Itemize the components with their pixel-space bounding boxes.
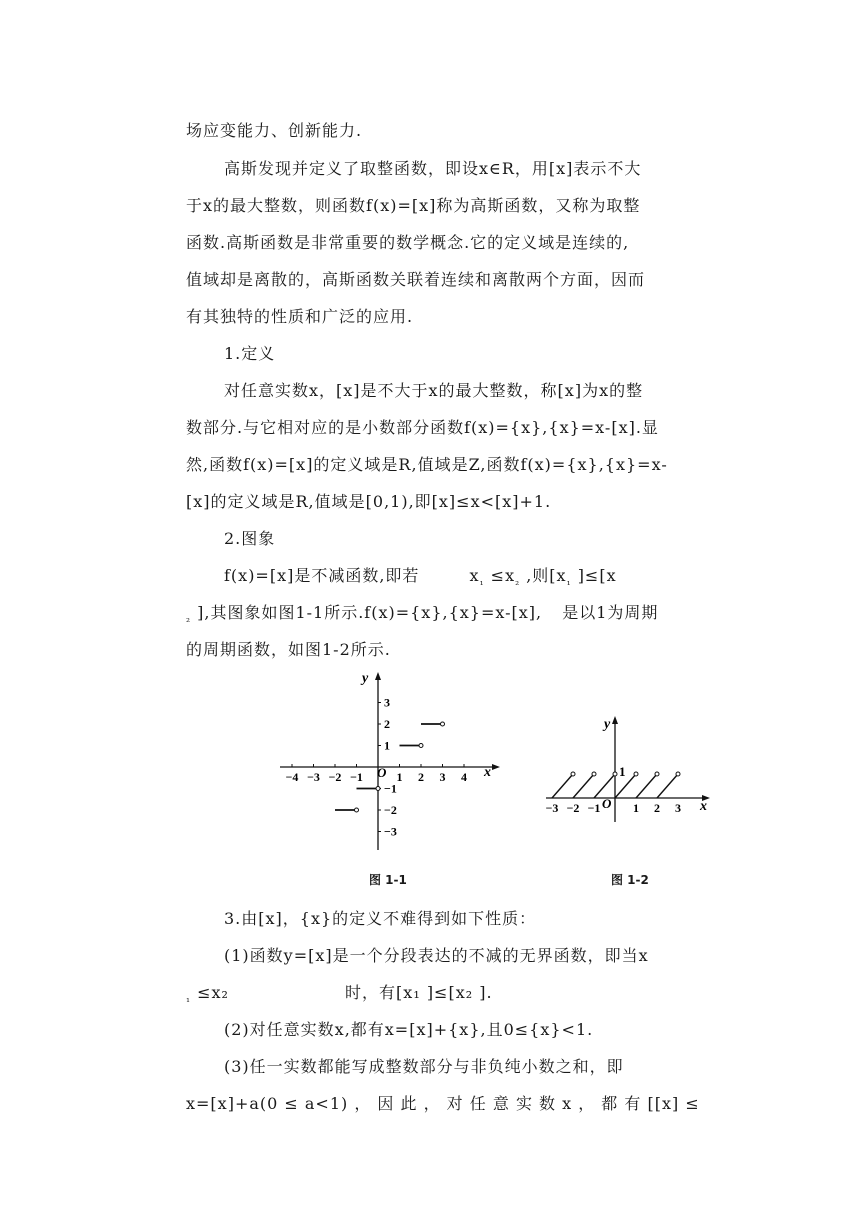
y-tick-label: 1 [619,764,626,779]
open-endpoint [376,787,380,791]
x-tick-label: 1 [633,801,639,815]
y-tick-label: 3 [384,695,390,710]
open-endpoint [571,772,575,776]
paragraph-line: (3)任一实数都能写成整数部分与非负纯小数之和，即 [224,1057,624,1076]
paragraph-line: 函数.高斯函数是非常重要的数学概念.它的定义域是连续的, [186,233,630,252]
x-tick-label: −2 [328,770,342,784]
x-tick-label: 3 [675,801,681,815]
y-axis-arrow [612,716,618,724]
y-tick-label: −1 [384,781,397,796]
x-tick-label: 2 [654,801,660,815]
paragraph-line: 值域却是离散的，高斯函数关联着连续和离散两个方面，因而 [186,270,646,289]
y-tick-label: −2 [384,803,397,817]
subscript: ₂ [515,577,521,588]
paragraph-line: 3.由[x]，{x}的定义不难得到如下性质： [224,909,537,928]
paragraph-line: 数部分.与它相对应的是小数部分函数f(x)={x},{x}=x-[x].显 [186,418,659,437]
x-tick-label: 4 [461,770,467,784]
y-tick-label: 1 [384,738,390,753]
paragraph-line [186,600,658,623]
section-heading: 2.图象 [224,529,276,548]
x-tick-label: −3 [545,801,559,815]
sawtooth-segment [573,774,594,798]
sawtooth-segment [657,774,678,798]
open-endpoint [355,808,359,812]
text-fragment: x [469,566,480,585]
text-fragment: ],其图象如图1-1所示.f(x)={x},{x}=x-[x], [197,603,543,622]
paragraph-line: 场应变能力、创新能力. [186,121,363,140]
open-endpoint [592,772,596,776]
text-fragment: 时，有[x₁ ]≤[x₂ ]. [345,983,493,1002]
paragraph-line: 对任意实数x，[x]是不大于x的最大整数，称[x]为x的整 [224,381,644,400]
x-tick-label: −3 [307,770,320,784]
x-tick-label: −1 [350,770,363,784]
sawtooth-segment [552,774,573,798]
paragraph-line [224,563,617,586]
text-fragment: f(x)=[x]是不减函数,即若 [224,566,420,585]
paragraph-line: x=[x]+a(0 ≤ a<1) ， 因 此 ， 对 任 意 实 数 x ， 都 有 [[x] ≤ [186,1094,700,1113]
y-axis-arrow [375,672,381,680]
paragraph-line: 然,函数f(x)=[x]的定义域是R,值域是Z,函数f(x)={x},{x}=x- [186,455,668,474]
origin-label: O [377,765,387,780]
x-tick-label: −4 [285,770,299,784]
x-tick-label: −2 [566,801,580,815]
subscript: ₁ [479,577,485,588]
subscript: ₁ [566,577,572,588]
x-axis-label: x [484,765,491,780]
text-fragment: ≤x [490,566,516,585]
text-fragment: 是以1为周期 [562,603,659,622]
section-heading: 1.定义 [224,344,276,363]
x-tick-label: 2 [418,770,424,784]
paragraph-line: [x]的定义域是R,值域是[0,1),即[x]≤x<[x]+1. [186,492,552,511]
text-fragment: ,则[x [526,566,567,585]
figure-caption: 图 1-1 [369,873,407,887]
open-endpoint [676,772,680,776]
x-tick-label: −1 [587,801,601,815]
paragraph-line: 高斯发现并定义了取整函数，即设x∈R，用[x]表示不大 [224,159,642,178]
subscript: ₂ [186,614,192,625]
open-endpoint [655,772,659,776]
paragraph-line: 的周期函数，如图1-2所示. [186,640,391,659]
y-tick-label: −3 [384,824,397,839]
y-axis-label: y [362,671,369,686]
figure-1-1 [270,668,510,858]
paragraph-line [186,980,493,1003]
subscript: ₁ [186,994,192,1005]
origin-label: O [602,796,612,811]
figure-caption: 图 1-2 [611,873,649,887]
open-endpoint [419,744,423,748]
x-axis-label: x [700,799,707,814]
paragraph-line: 有其独特的性质和广泛的应用. [186,307,414,326]
text-fragment: ≤x₂ [197,983,229,1002]
paragraph-line: 于x的最大整数，则函数f(x)=[x]称为高斯函数，又称为取整 [186,196,641,215]
x-tick-label: 3 [439,770,446,784]
paragraph-line: (1)函数y=[x]是一个分段表达的不减的无界函数，即当x [224,946,649,965]
y-tick-label: 2 [384,717,390,731]
sawtooth-segment [594,774,615,798]
x-axis-arrow [492,764,500,770]
y-axis-label: y [604,717,611,732]
paragraph-line: (2)对任意实数x,都有x=[x]+{x},且0≤{x}<1. [224,1020,594,1039]
open-endpoint [441,722,445,726]
figure-1-2 [540,710,720,830]
text-fragment: ]≤[x [577,566,617,585]
x-tick-label: 1 [396,770,403,784]
open-endpoint [634,772,638,776]
sawtooth-segment [636,774,657,798]
open-endpoint [613,772,617,776]
